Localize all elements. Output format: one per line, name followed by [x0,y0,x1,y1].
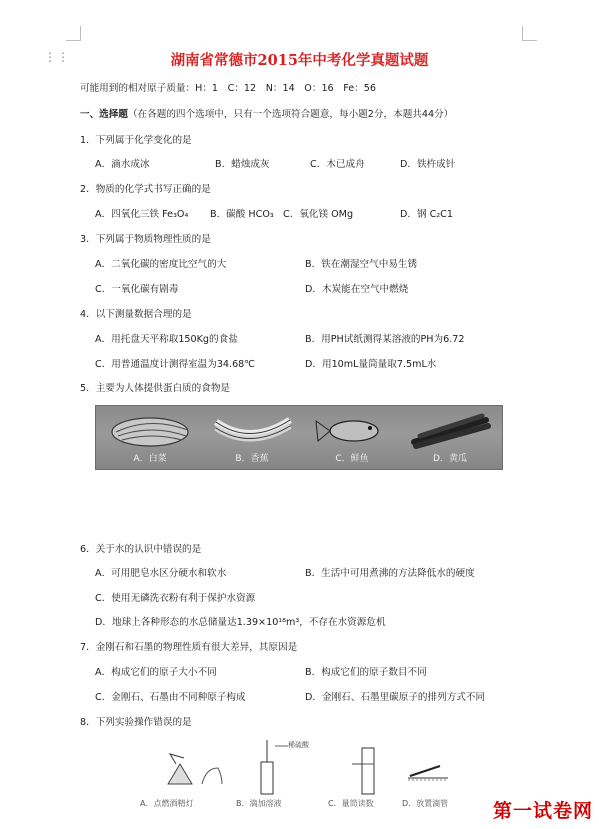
figure-caption: B．香蕉 [235,454,269,464]
banana-icon [210,412,294,450]
answer-option: C．金刚石、石墨由不同种原子构成 [95,692,246,703]
cucumber-icon [408,412,492,450]
answer-option: A．可用肥皂水区分硬水和软水 [95,568,227,579]
figure-caption: D．放置滴管 [402,799,449,808]
question-stem: 4．以下测量数据合理的是 [80,309,192,320]
answer-option: A．四氧化三铁 Fe₃O₄ [95,209,189,220]
answer-option: D．铁杵成针 [400,159,456,170]
answer-option: C．用普通温度计测得室温为34.68℃ [95,359,256,370]
answer-option: D．金刚石、石墨里碳原子的排列方式不同 [305,692,486,703]
answer-option: A．用托盘天平称取150Kg的食盐 [95,334,238,345]
page-corner-mark-top-left [66,26,81,41]
drag-handle-icon[interactable]: ⋮⋮ [44,50,70,64]
figure-caption: A．点燃酒精灯 [140,799,194,808]
question-stem: 2．物质的化学式书写正确的是 [80,184,211,195]
answer-option: A．二氧化碳的密度比空气的大 [95,259,227,270]
answer-option: B．用PH试纸测得某溶液的PH为6.72 [305,334,465,345]
question-stem: 6．关于水的认识中错误的是 [80,544,202,555]
answer-option: C．使用无磷洗衣粉有利于保护水资源 [95,593,256,604]
food-figure [95,405,503,470]
answer-option: D．用10mL量筒量取7.5mL水 [305,359,437,370]
question-stem: 8．下列实验操作错误的是 [80,717,192,728]
answer-option: D．钢 C₂C1 [400,209,453,220]
answer-option: C．木已成舟 [310,159,365,170]
answer-option: B．铁在潮湿空气中易生锈 [305,259,418,270]
answer-option: C．氧化镁 OMg [283,209,354,220]
answer-option: A．滴水成冰 [95,159,150,170]
question-stem: 5．主要为人体提供蛋白质的食物是 [80,383,231,394]
answer-option: B．生活中可用煮沸的方法降低水的硬度 [305,568,475,579]
answer-option: D．地球上各种形态的水总储量达1.39×10¹⁸m³，不存在水资源危机 [95,617,386,628]
question-stem: 1．下列属于化学变化的是 [80,135,192,146]
answer-option: D．木炭能在空气中燃烧 [305,284,409,295]
page-corner-mark-top-right [522,26,537,41]
question-stem: 7．金刚石和石墨的物理性质有很大差异，其原因是 [80,642,298,653]
document-title: 湖南省常德市2015年中考化学真题试题 [170,52,429,69]
figure-item-cucumber [402,410,498,466]
section-instruction: （在各题的四个选项中，只有一个选项符合题意，每小题2分，本题共44分） [127,109,454,120]
section-heading [80,108,453,121]
section-title: 一、选择题 [80,109,128,120]
answer-option: A．构成它们的原子大小不同 [95,667,217,678]
fish-icon [310,412,394,450]
figure-caption: C．鲜鱼 [335,454,369,464]
answer-option: B．碳酸 HCO₃ [210,209,274,220]
figure-item-banana [204,410,300,466]
watermark-logo: 第一试卷网 [492,800,593,822]
answer-option: B．构成它们的原子数目不同 [305,667,427,678]
atomic-masses: 可能用到的相对原子质量：H：1 C：12 N：14 O：16 Fe：56 [80,83,376,94]
answer-option: C．一氧化碳有剧毒 [95,284,179,295]
figure-caption: A．白菜 [133,454,167,464]
lab-operation-figure [140,738,450,826]
figure-item-cabbage [102,410,198,466]
answer-option: B．蜡烛成灰 [215,159,270,170]
figure-caption: D．黄瓜 [433,454,467,464]
reagent-label: 稀硫酸 [288,741,309,749]
figure-caption: B．滴加溶液 [236,799,282,808]
cabbage-icon [108,412,192,450]
figure-item-fish [304,410,400,466]
question-stem: 3．下列属于物质物理性质的是 [80,234,211,245]
figure-caption: C．量筒读数 [328,799,374,808]
